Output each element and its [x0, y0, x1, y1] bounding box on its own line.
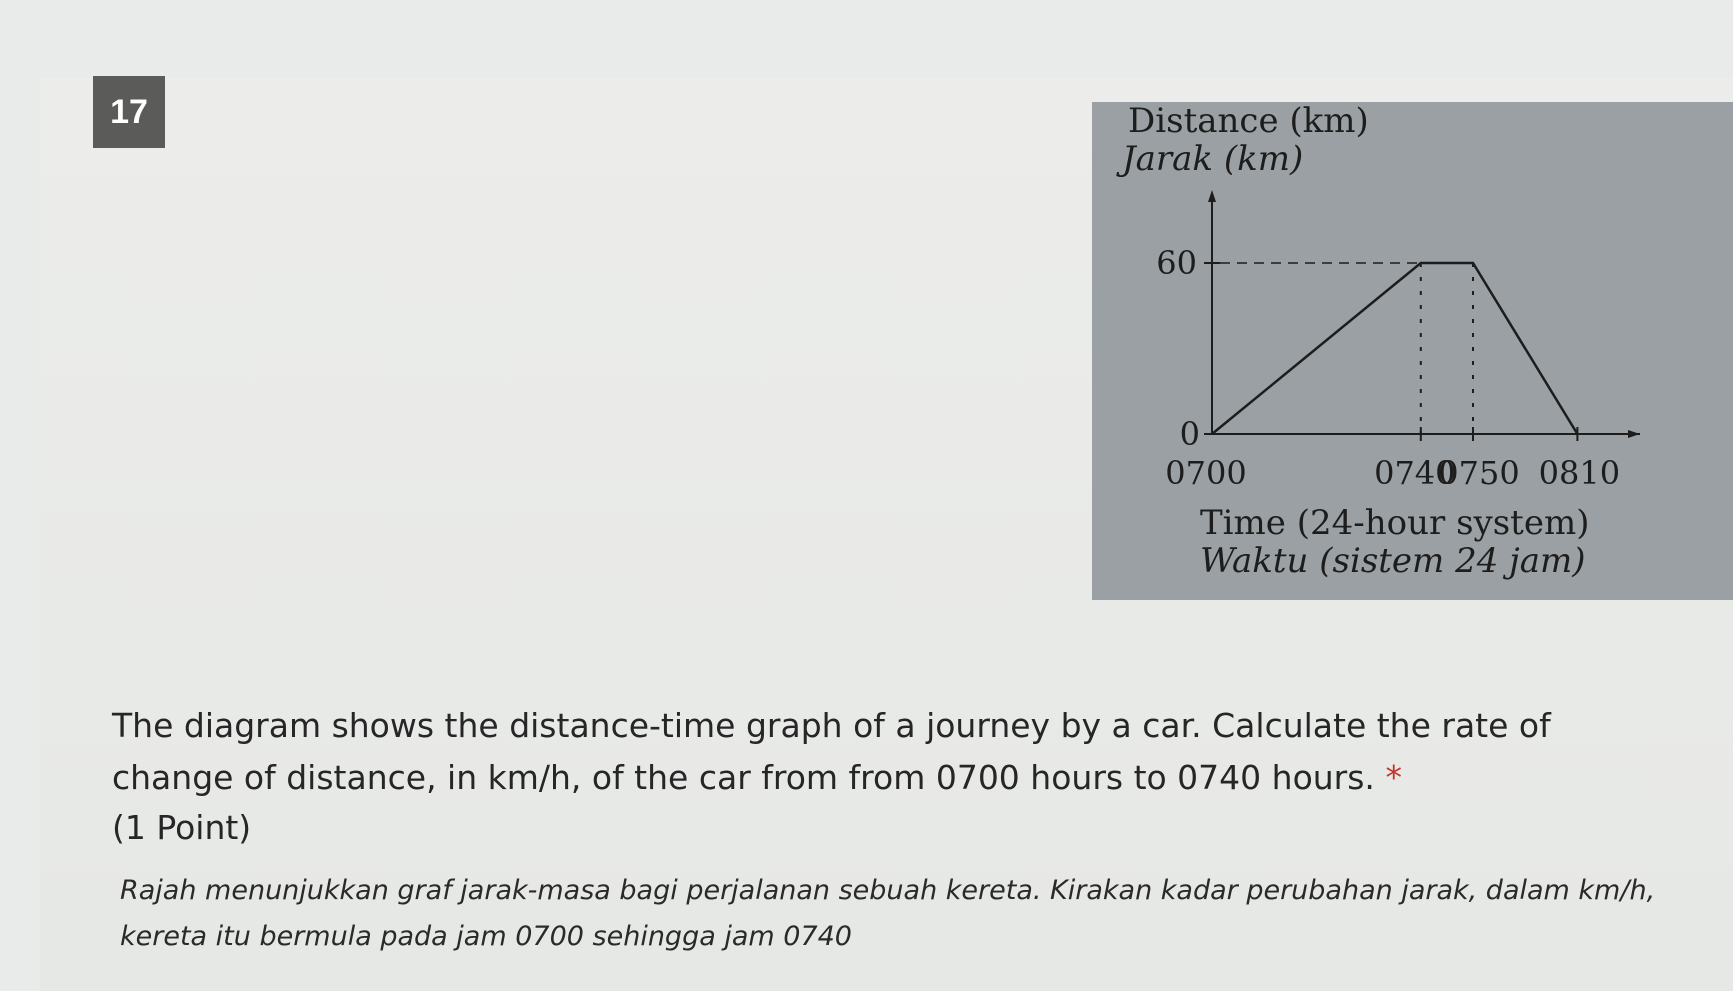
x-axis-label-ms: Waktu (sistem 24 jam): [1200, 541, 1586, 581]
question-number-badge: [93, 76, 165, 148]
question-text-en: The diagram shows the distance-time graph of a journey by a car. Calculate the rate of change of distance, in km/h, of the car from from 0700 hours to 0740 hours.: [112, 706, 1551, 797]
question-text: [112, 700, 1672, 804]
y-axis-arrow: [1208, 190, 1216, 202]
y-tick-label-60: 60: [1156, 244, 1197, 282]
x-axis-arrow: [1628, 430, 1640, 438]
distance-time-graph: [1092, 102, 1733, 600]
x-tick-label-0700: 0700: [1165, 454, 1247, 492]
tick-labels: [1156, 244, 1620, 492]
question-number: 17: [110, 92, 148, 131]
y-tick-label-0: 0: [1179, 415, 1200, 453]
chart-svg: [1092, 102, 1733, 600]
x-tick-label-0740: 0740: [1374, 454, 1456, 492]
series-line: [1212, 263, 1577, 434]
required-marker: *: [1385, 758, 1402, 797]
distance-line: [1212, 263, 1577, 434]
x-tick-label-0750: 0750: [1438, 454, 1520, 492]
y-axis-label: Distance (km): [1128, 102, 1369, 141]
question-points: (1 Point): [112, 808, 252, 847]
question-text-ms: Rajah menunjukkan graf jarak-masa bagi perjalanan sebuah kereta. Kirakan kadar perubahan jarak, dalam km/h, kereta itu bermula pada jam 0700 sehingga jam 0740: [120, 875, 1656, 952]
y-axis-label-ms: Jarak (km): [1122, 139, 1304, 179]
x-tick-label-0810: 0810: [1538, 454, 1621, 492]
axes: [1204, 190, 1640, 441]
x-axis-label: Time (24-hour system): [1200, 503, 1590, 543]
guide-lines: [1220, 263, 1473, 434]
